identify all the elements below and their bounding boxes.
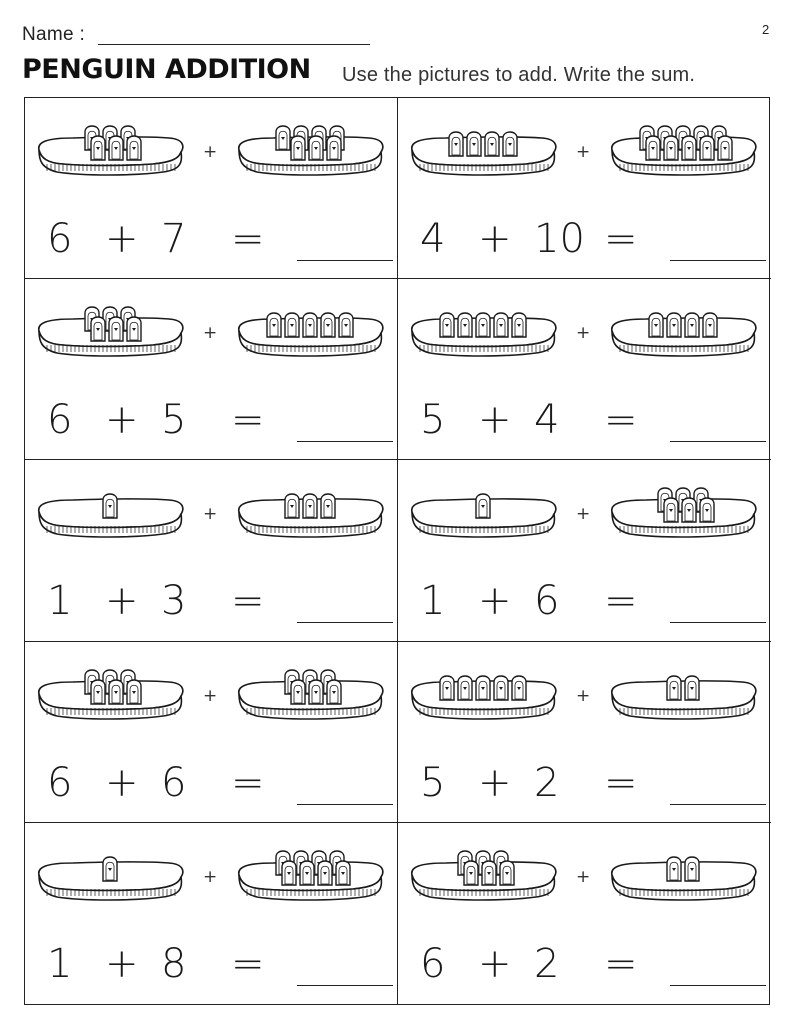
- penguin-icon: [303, 313, 317, 337]
- ice-floe-icon: [33, 664, 187, 728]
- penguin-icon: [91, 680, 105, 704]
- equals-sign: =: [604, 578, 638, 625]
- ice-floe-icon: [606, 301, 760, 365]
- equation: [43, 760, 393, 820]
- penguin-icon: [667, 313, 681, 337]
- ice-floe-icon: [233, 482, 387, 546]
- penguin-icon: [291, 680, 305, 704]
- ice-floe-icon: [33, 482, 187, 546]
- penguin-icon: [321, 313, 335, 337]
- equation: [43, 397, 393, 457]
- addend-second: 7: [161, 216, 187, 262]
- penguin-icon: [327, 680, 341, 704]
- penguin-icon: [700, 498, 714, 522]
- equals-sign: =: [231, 397, 265, 444]
- penguin-icon: [664, 498, 678, 522]
- answer-blank[interactable]: [670, 804, 766, 805]
- penguin-icon: [285, 494, 299, 518]
- addend-second: 8: [161, 940, 187, 987]
- penguin-icon: [494, 676, 508, 700]
- penguin-icon: [476, 313, 490, 337]
- addend-first: 5: [420, 759, 446, 806]
- penguin-icon: [91, 317, 105, 341]
- plus-sign: +: [105, 397, 139, 444]
- penguin-icon: [91, 136, 105, 160]
- ice-floe-icon: [406, 664, 560, 728]
- penguin-icon: [703, 313, 717, 337]
- ice-floe-icon: [606, 482, 760, 546]
- penguin-icon: [649, 313, 663, 337]
- penguin-icon: [109, 136, 123, 160]
- penguin-icon: [485, 132, 499, 156]
- answer-blank[interactable]: [297, 985, 393, 986]
- ice-floe-icon: [233, 120, 387, 184]
- ice-floe-icon: [606, 120, 760, 184]
- penguin-icon: [482, 861, 496, 885]
- penguin-icon: [282, 861, 296, 885]
- penguin-icon: [718, 136, 732, 160]
- penguin-icon: [440, 676, 454, 700]
- problem-card: [398, 460, 771, 641]
- addend-second: 2: [534, 940, 560, 987]
- penguin-icon: [339, 313, 353, 337]
- penguin-icon: [685, 676, 699, 700]
- penguin-icon: [467, 132, 481, 156]
- penguin-icon: [682, 498, 696, 522]
- ice-floe-icon: [406, 845, 560, 909]
- problem-card: [25, 98, 398, 279]
- equals-sign: =: [604, 216, 638, 262]
- picture-plus-sign: +: [576, 323, 591, 344]
- ice-floe-icon: [406, 301, 560, 365]
- equals-sign: =: [604, 940, 638, 987]
- penguin-icon: [464, 861, 478, 885]
- plus-sign: +: [105, 578, 139, 625]
- answer-blank[interactable]: [297, 260, 393, 261]
- penguin-icon: [303, 494, 317, 518]
- penguin-icon: [109, 680, 123, 704]
- penguin-icon: [291, 136, 305, 160]
- addend-second: 4: [534, 397, 560, 444]
- addend-first: 1: [47, 578, 73, 625]
- addend-first: 1: [47, 940, 73, 987]
- picture-plus-sign: +: [576, 866, 591, 887]
- plus-sign: +: [478, 578, 512, 625]
- problem-card: [25, 460, 398, 641]
- addend-second: 6: [161, 759, 187, 806]
- ice-floe-icon: [406, 120, 560, 184]
- penguin-icon: [667, 857, 681, 881]
- plus-sign: +: [105, 759, 139, 806]
- answer-blank[interactable]: [670, 441, 766, 442]
- problem-card: [398, 642, 771, 823]
- penguin-icon: [327, 136, 341, 160]
- penguin-icon: [318, 861, 332, 885]
- worksheet-instructions: Use the pictures to add. Write the sum.: [342, 64, 696, 86]
- equals-sign: =: [604, 759, 638, 806]
- penguin-icon: [336, 861, 350, 885]
- penguin-icon: [685, 857, 699, 881]
- equals-sign: =: [231, 759, 265, 806]
- addend-second: 2: [534, 759, 560, 806]
- penguin-icon: [458, 313, 472, 337]
- problem-card: [25, 642, 398, 823]
- penguin-icon: [285, 313, 299, 337]
- ice-floe-icon: [33, 845, 187, 909]
- penguin-icon: [449, 132, 463, 156]
- picture-plus-sign: +: [203, 866, 218, 887]
- equation: [416, 578, 766, 638]
- answer-blank[interactable]: [670, 985, 766, 986]
- problem-card: [398, 279, 771, 460]
- problem-grid: [24, 97, 770, 1005]
- equation: [416, 760, 766, 820]
- equation: [43, 578, 393, 638]
- picture-plus-sign: +: [203, 142, 218, 162]
- ice-floe-icon: [406, 482, 560, 546]
- plus-sign: +: [478, 940, 512, 987]
- addend-first: 6: [47, 759, 73, 806]
- picture-plus-sign: +: [203, 504, 218, 525]
- plus-sign: +: [478, 216, 512, 262]
- penguin-icon: [109, 317, 123, 341]
- penguin-icon: [494, 313, 508, 337]
- penguin-icon: [276, 126, 290, 150]
- page-number: 2: [762, 22, 770, 37]
- addend-second: 10: [534, 216, 585, 262]
- penguin-icon: [103, 857, 117, 881]
- equation: [43, 941, 393, 1001]
- equals-sign: =: [604, 397, 638, 444]
- penguin-icon: [321, 494, 335, 518]
- worksheet-title: PENGUIN ADDITION: [22, 54, 311, 85]
- penguin-icon: [503, 132, 517, 156]
- penguin-icon: [685, 313, 699, 337]
- picture-plus-sign: +: [576, 504, 591, 525]
- picture-plus-sign: +: [203, 323, 218, 344]
- answer-blank[interactable]: [670, 622, 766, 623]
- addend-first: 5: [420, 397, 446, 444]
- equation: [416, 397, 766, 457]
- equals-sign: =: [231, 578, 265, 625]
- plus-sign: +: [478, 397, 512, 444]
- addend-second: 3: [161, 578, 187, 625]
- penguin-icon: [476, 494, 490, 518]
- addend-first: 1: [420, 578, 446, 625]
- answer-blank[interactable]: [670, 260, 766, 261]
- equation: [43, 216, 393, 276]
- penguin-icon: [512, 676, 526, 700]
- equals-sign: =: [231, 216, 265, 262]
- penguin-icon: [300, 861, 314, 885]
- penguin-icon: [127, 680, 141, 704]
- penguin-icon: [440, 313, 454, 337]
- ice-floe-icon: [233, 845, 387, 909]
- ice-floe-icon: [33, 301, 187, 365]
- addend-first: 6: [47, 216, 73, 262]
- picture-plus-sign: +: [576, 685, 591, 706]
- addend-first: 6: [420, 940, 446, 987]
- plus-sign: +: [105, 216, 139, 262]
- penguin-icon: [646, 136, 660, 160]
- penguin-icon: [700, 136, 714, 160]
- answer-blank[interactable]: [297, 622, 393, 623]
- problem-card: [25, 823, 398, 1004]
- problem-card: [398, 823, 771, 1004]
- penguin-icon: [512, 313, 526, 337]
- penguin-icon: [127, 136, 141, 160]
- penguin-icon: [500, 861, 514, 885]
- problem-card: [398, 98, 771, 279]
- ice-floe-icon: [33, 120, 187, 184]
- addend-first: 4: [420, 216, 446, 262]
- name-input-line[interactable]: [98, 44, 370, 45]
- penguin-icon: [309, 136, 323, 160]
- penguin-icon: [267, 313, 281, 337]
- penguin-icon: [476, 676, 490, 700]
- ice-floe-icon: [606, 845, 760, 909]
- penguin-icon: [664, 136, 678, 160]
- penguin-icon: [309, 680, 323, 704]
- addend-first: 6: [47, 397, 73, 444]
- answer-blank[interactable]: [297, 804, 393, 805]
- equation: [416, 941, 766, 1001]
- ice-floe-icon: [606, 664, 760, 728]
- answer-blank[interactable]: [297, 441, 393, 442]
- addend-second: 6: [534, 578, 560, 625]
- penguin-icon: [127, 317, 141, 341]
- equation: [416, 216, 766, 276]
- picture-plus-sign: +: [203, 685, 218, 706]
- problem-card: [25, 279, 398, 460]
- plus-sign: +: [478, 759, 512, 806]
- ice-floe-icon: [233, 301, 387, 365]
- plus-sign: +: [105, 940, 139, 987]
- addend-second: 5: [161, 397, 187, 444]
- equals-sign: =: [231, 940, 265, 987]
- picture-plus-sign: +: [576, 142, 591, 162]
- ice-floe-icon: [233, 664, 387, 728]
- penguin-icon: [682, 136, 696, 160]
- penguin-icon: [103, 494, 117, 518]
- penguin-icon: [667, 676, 681, 700]
- penguin-icon: [458, 676, 472, 700]
- name-label: Name :: [22, 24, 86, 45]
